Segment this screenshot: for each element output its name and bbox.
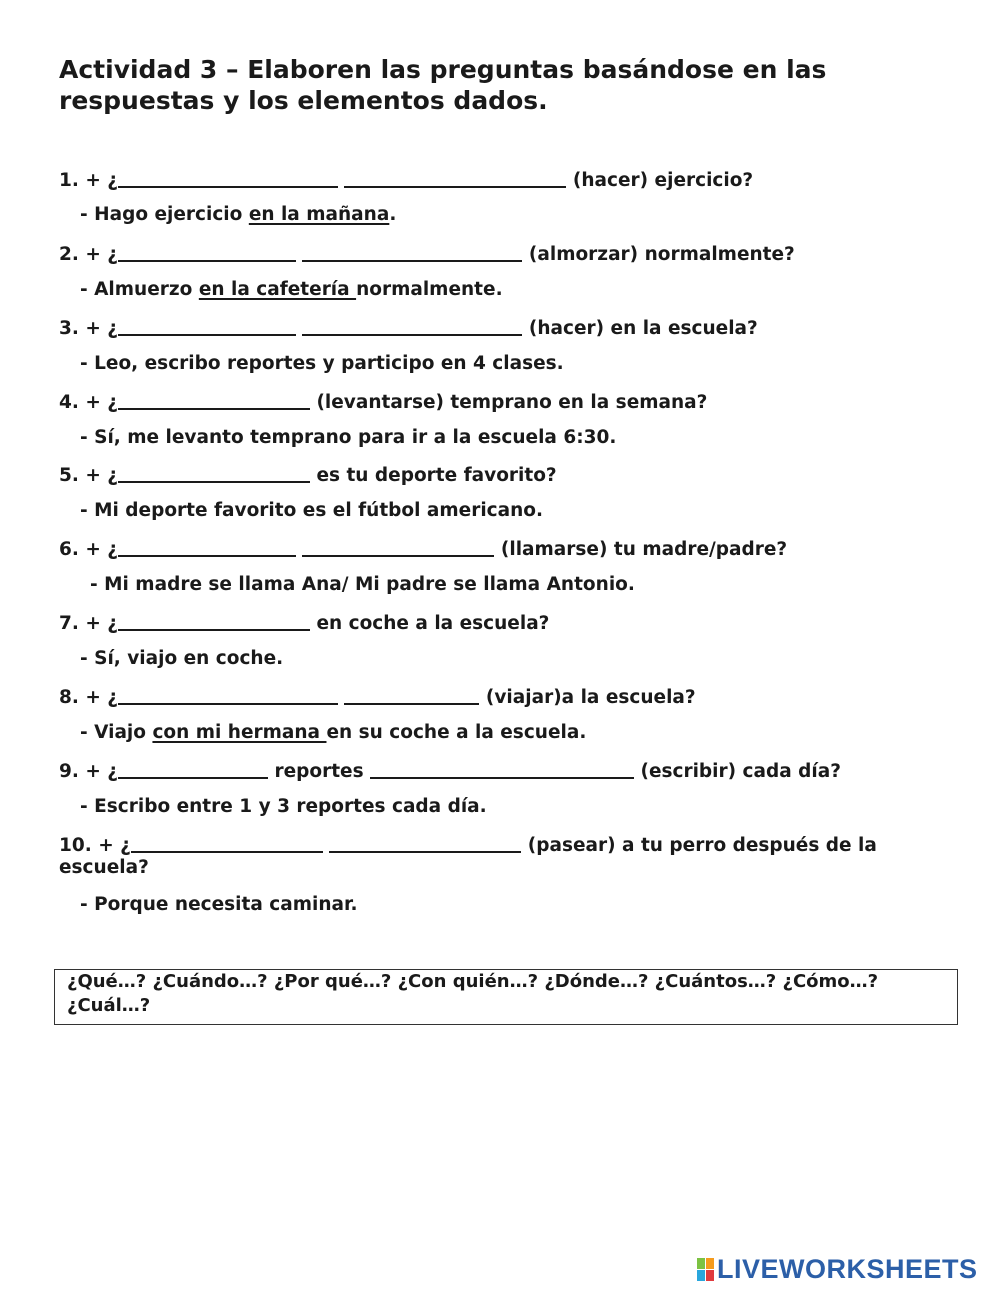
answer-blank-8a[interactable]: [118, 685, 338, 705]
answer-blank-1a[interactable]: [118, 168, 338, 188]
answer-9: - Escribo entre 1 y 3 reportes cada día.: [80, 796, 487, 817]
answer-blank-4[interactable]: [118, 390, 310, 410]
activity-title: Actividad 3 – Elaboren las preguntas basándose en las respuestas y los elementos dados.: [59, 55, 827, 115]
question-3: 3. + ¿ (hacer) en la escuela?: [59, 318, 758, 339]
answer-8: - Viajo con mi hermana en su coche a la escuela.: [80, 722, 587, 743]
answer-blank-1b[interactable]: [344, 168, 566, 188]
logo-text: LIVEWORKSHEETS: [717, 1253, 978, 1284]
answer-3: - Leo, escribo reportes y participo en 4 clases.: [80, 353, 564, 374]
question-2: 2. + ¿ (almorzar) normalmente?: [59, 244, 795, 265]
answer-blank-3b[interactable]: [302, 316, 522, 336]
question-8: 8. + ¿ (viajar)a la escuela?: [59, 687, 696, 708]
answer-4: - Sí, me levanto temprano para ir a la escuela 6:30.: [80, 427, 617, 448]
answer-5: - Mi deporte favorito es el fútbol americano.: [80, 500, 544, 521]
answer-6: - Mi madre se llama Ana/ Mi padre se llama Antonio.: [90, 574, 635, 595]
liveworksheets-logo-icon: [697, 1258, 714, 1281]
answer-2: - Almuerzo en la cafetería normalmente.: [80, 279, 503, 300]
answer-blank-10a[interactable]: [131, 833, 323, 853]
question-10: 10. + ¿ (pasear) a tu perro después de la escuela?: [59, 835, 877, 878]
answer-blank-6a[interactable]: [118, 537, 296, 557]
question-9: 9. + ¿ reportes (escribir) cada día?: [59, 761, 841, 782]
question-word-bank: ¿Qué…? ¿Cuándo…? ¿Por qué…? ¿Con quién…? ¿Dónde…? ¿Cuántos…? ¿Cómo…? ¿Cuál…?: [54, 969, 958, 1025]
question-7: 7. + ¿ en coche a la escuela?: [59, 613, 550, 634]
answer-blank-8b[interactable]: [344, 685, 479, 705]
question-4: 4. + ¿ (levantarse) temprano en la semana?: [59, 392, 708, 413]
answer-blank-10b[interactable]: [329, 833, 521, 853]
answer-7: - Sí, viajo en coche.: [80, 648, 284, 669]
answer-1: - Hago ejercicio en la mañana.: [80, 204, 397, 225]
liveworksheets-logo: [697, 1253, 978, 1284]
answer-blank-2a[interactable]: [118, 242, 296, 262]
answer-blank-2b[interactable]: [302, 242, 522, 262]
answer-blank-3a[interactable]: [118, 316, 296, 336]
answer-blank-9b[interactable]: [370, 759, 634, 779]
answer-blank-7[interactable]: [118, 611, 310, 631]
answer-blank-5[interactable]: [118, 463, 310, 483]
answer-10: - Porque necesita caminar.: [80, 894, 358, 915]
question-6: 6. + ¿ (llamarse) tu madre/padre?: [59, 539, 788, 560]
answer-blank-6b[interactable]: [302, 537, 494, 557]
question-5: 5. + ¿ es tu deporte favorito?: [59, 465, 557, 486]
question-1: 1. + ¿ (hacer) ejercicio?: [59, 170, 754, 191]
answer-blank-9a[interactable]: [118, 759, 268, 779]
